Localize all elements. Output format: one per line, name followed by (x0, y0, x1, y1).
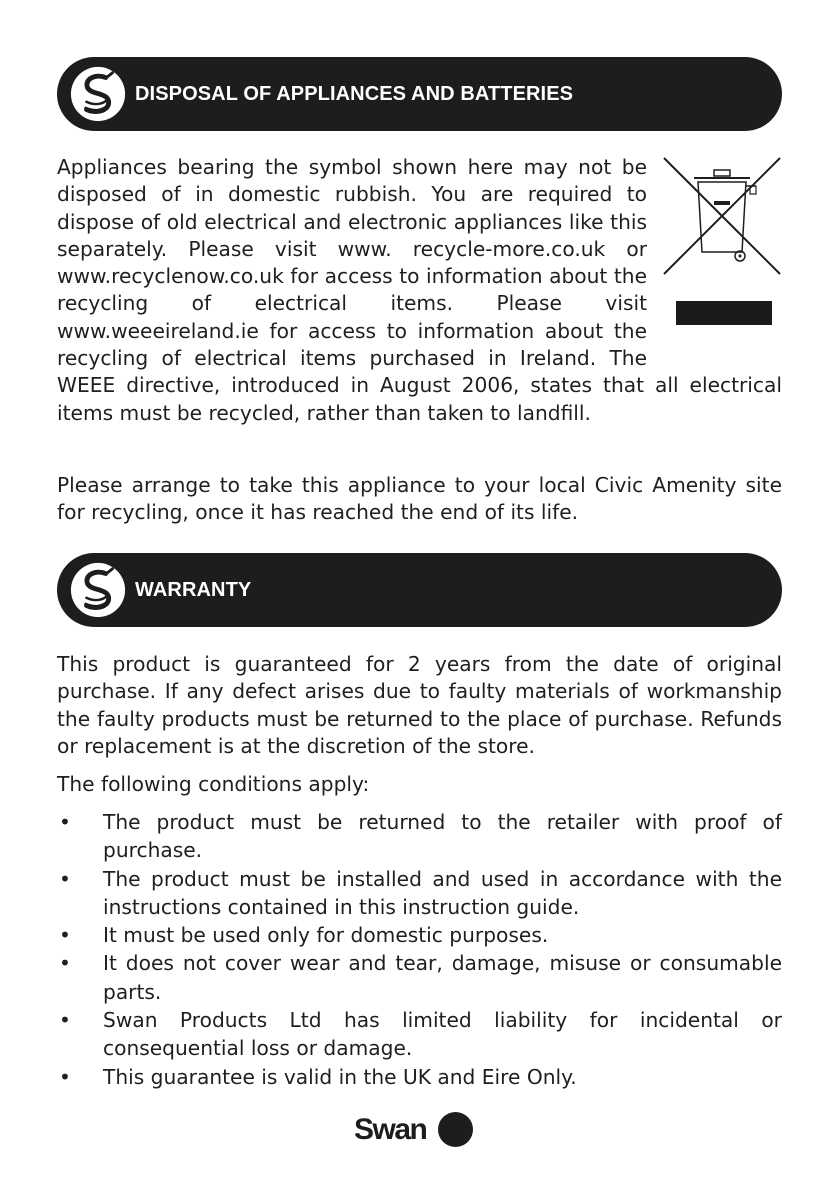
disposal-section-banner (57, 57, 782, 131)
list-item: • This guarantee is valid in the UK and Eire Only. (57, 1063, 782, 1091)
list-item: • It does not cover wear and tear, damage, misuse or consumable parts. (59, 951, 782, 1004)
page-marker (438, 1112, 473, 1147)
bullet-icon: • (59, 951, 71, 976)
crossed-out-wheelie-bin-icon (662, 156, 782, 296)
bullet-icon: • (59, 866, 71, 891)
conditions-intro: The following conditions apply: (57, 772, 370, 796)
bullet-icon: • (59, 1064, 71, 1089)
bullet-icon: • (59, 810, 71, 834)
warranty-section-banner (57, 553, 782, 627)
brand-logo: Swan (354, 1112, 427, 1146)
swan-logo-icon (69, 561, 127, 619)
footer (354, 1112, 473, 1147)
list-item: • The product must be installed and used in accordance with the instructions contained in this instruction guide. (59, 866, 782, 919)
list-item: • The product must be returned to the retailer with proof of purchase. (59, 810, 782, 863)
disposal-paragraph-2: Please arrange to take this appliance to your local Civic Amenity site for recycling, once it has reached the end of its life. (57, 473, 782, 525)
list-item: • Swan Products Ltd has limited liability for incidental or consequential loss or damage. (59, 1008, 782, 1061)
conditions-list (57, 808, 782, 1091)
bullet-icon: • (59, 1008, 71, 1033)
list-item: • It must be used only for domestic purposes. (57, 921, 782, 949)
warranty-paragraph: This product is guaranteed for 2 years from the date of original purchase. If any defect arises due to faulty materials of workmanship the faulty products must be returned to the place of purchase. Refunds or replacement is at the discretion of the store. (57, 652, 782, 758)
disposal-heading: DISPOSAL OF APPLIANCES AND BATTERIES (135, 82, 574, 105)
weee-symbol (662, 156, 782, 326)
disposal-paragraph-1-text: Appliances bearing the symbol shown here may not be disposed of in domestic rubbish. You are required to dispose of old electrical and electronic appliances like this separately. Please visit www. recycle-more.co.uk or www.recyclenow.co.uk for access to information about the recycling of electrical items. Please visit www.weeeireland.ie for access to information about the recycling of electrical items purchased in Ireland. The WEEE directive, introduced in August 2006, states that all electrical items must be recycled, rather than taken to landfill. (57, 155, 782, 425)
swan-logo-icon (69, 65, 127, 123)
warranty-heading: WARRANTY (135, 578, 252, 601)
weee-marking-bar (676, 301, 772, 325)
bullet-icon: • (59, 923, 71, 948)
